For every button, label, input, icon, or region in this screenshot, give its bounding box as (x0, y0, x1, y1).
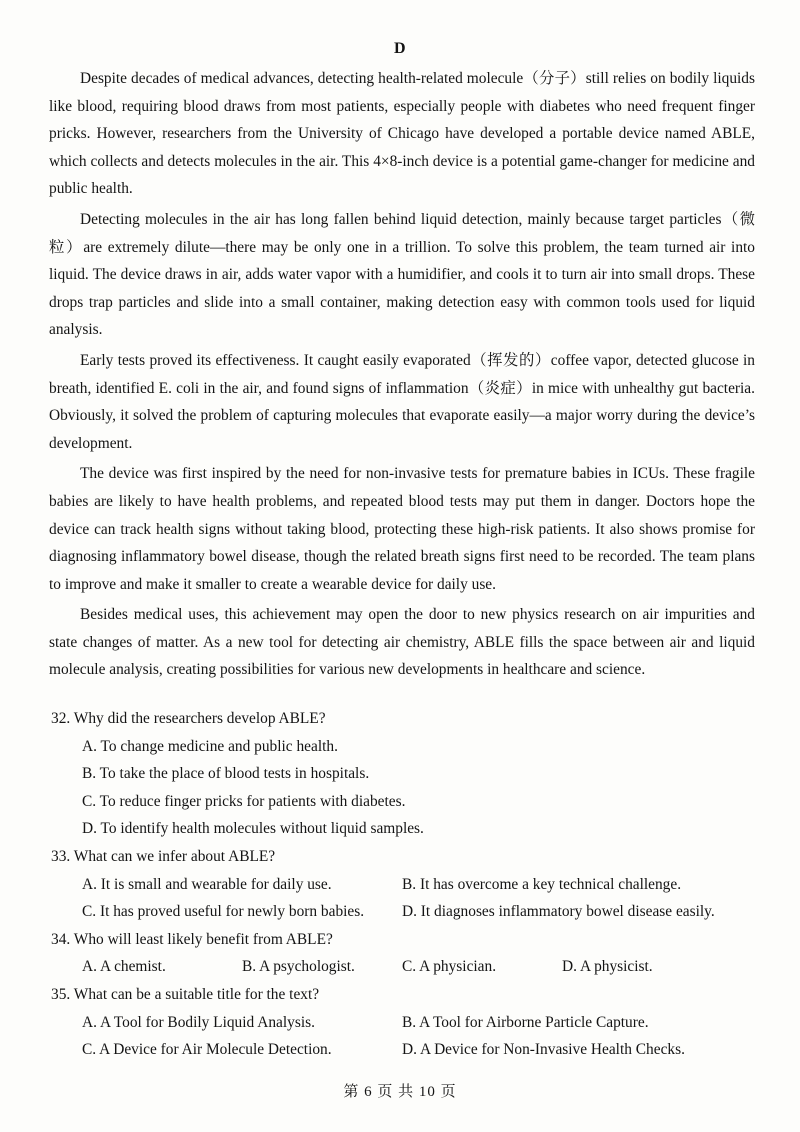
option-b: B. To take the place of blood tests in hospitals. (82, 765, 370, 783)
question-list (51, 705, 757, 1064)
passage-paragraph-1: Despite decades of medical advances, detecting health-related molecule（分子）still relies on bodily liquids like blood, requiring blood draws from most patients, especially people with diabetes who need frequent finger pricks. However, researchers from the University of Chicago have developed a portable device named ABLE, which collects and detects molecules in the air. This 4×8-inch device is a potential game-changer for medicine and public health. (49, 70, 755, 198)
option-d: D. A physicist. (562, 958, 653, 976)
passage-paragraph-2: Detecting molecules in the air has long fallen behind liquid detection, mainly because target particles（微粒）are extremely dilute—there may be only one in a trillion. To solve this problem, the team turned air into liquid. The device draws in air, adds water vapor with a humidifier, and cools it to turn air into small drops. These drops trap particles and slide into a small container, making detection easy with common tools used for liquid analysis. (49, 210, 755, 339)
option-row (51, 898, 757, 926)
option-row (51, 871, 757, 899)
question-stem: 32. Why did the researchers develop ABLE? (51, 710, 326, 727)
option-row (51, 1009, 757, 1037)
option-b: B. It has overcome a key technical challenge. (402, 875, 682, 893)
option-a: A. A Tool for Bodily Liquid Analysis. (82, 1013, 315, 1031)
option-d: D. It diagnoses inflammatory bowel disease easily. (402, 903, 715, 921)
option-b: B. A psychologist. (242, 958, 355, 976)
question-34 (51, 926, 757, 981)
option-d: D. A Device for Non-Invasive Health Checks. (402, 1041, 685, 1059)
option-c: C. A Device for Air Molecule Detection. (82, 1041, 332, 1059)
option-a: A. It is small and wearable for daily use. (82, 875, 332, 893)
option-a: A. To change medicine and public health. (82, 737, 338, 755)
option-row (51, 953, 757, 981)
reading-passage (49, 65, 755, 687)
option-a: A. A chemist. (82, 958, 166, 976)
question-35 (51, 981, 757, 1064)
option-c: C. It has proved useful for newly born babies. (82, 903, 365, 921)
passage-paragraph-3: Early tests proved its effectiveness. It caught easily evaporated（挥发的）coffee vapor, detected glucose in breath, identified E. coli in the air, and found signs of inflammation（炎症）in mice with unhealthy gut bacteria. Obviously, it solved the problem of capturing molecules that evaporate easily—a major worry during the device’s development. (49, 351, 755, 452)
option-b: B. A Tool for Airborne Particle Capture. (402, 1013, 649, 1031)
passage-paragraph-4: The device was first inspired by the need for non-invasive tests for premature babies in ICUs. These fragile babies are likely to have health problems, and repeated blood tests may put them in danger. Doctors hope the device can track health signs without taking blood, protecting these high-risk patients. It also shows promise for diagnosing inflammatory bowel disease, though the related breath signs first need to be recorded. The team plans to improve and make it smaller to create a wearable device for daily use. (49, 465, 755, 593)
question-32 (51, 705, 757, 843)
page-number-footer: 第 6 页 共 10 页 (343, 1084, 457, 1100)
option-c: C. To reduce finger pricks for patients with diabetes. (82, 792, 406, 810)
question-stem: 34. Who will least likely benefit from ABLE? (51, 930, 333, 948)
question-stem: 35. What can be a suitable title for the text? (51, 985, 320, 1003)
question-stem: 33. What can we infer about ABLE? (51, 847, 276, 865)
question-33 (51, 843, 757, 926)
option-c: C. A physician. (402, 958, 497, 976)
option-row (51, 1036, 757, 1064)
passage-paragraph-5: Besides medical uses, this achievement may open the door to new physics research on air impurities and state changes of matter. As a new tool for detecting air chemistry, ABLE fills the space between air and liquid molecule analysis, creating possibilities for various new developments in healthcare and science. (49, 606, 755, 679)
section-letter: D (393, 40, 407, 57)
option-d: D. To identify health molecules without liquid samples. (82, 820, 424, 838)
